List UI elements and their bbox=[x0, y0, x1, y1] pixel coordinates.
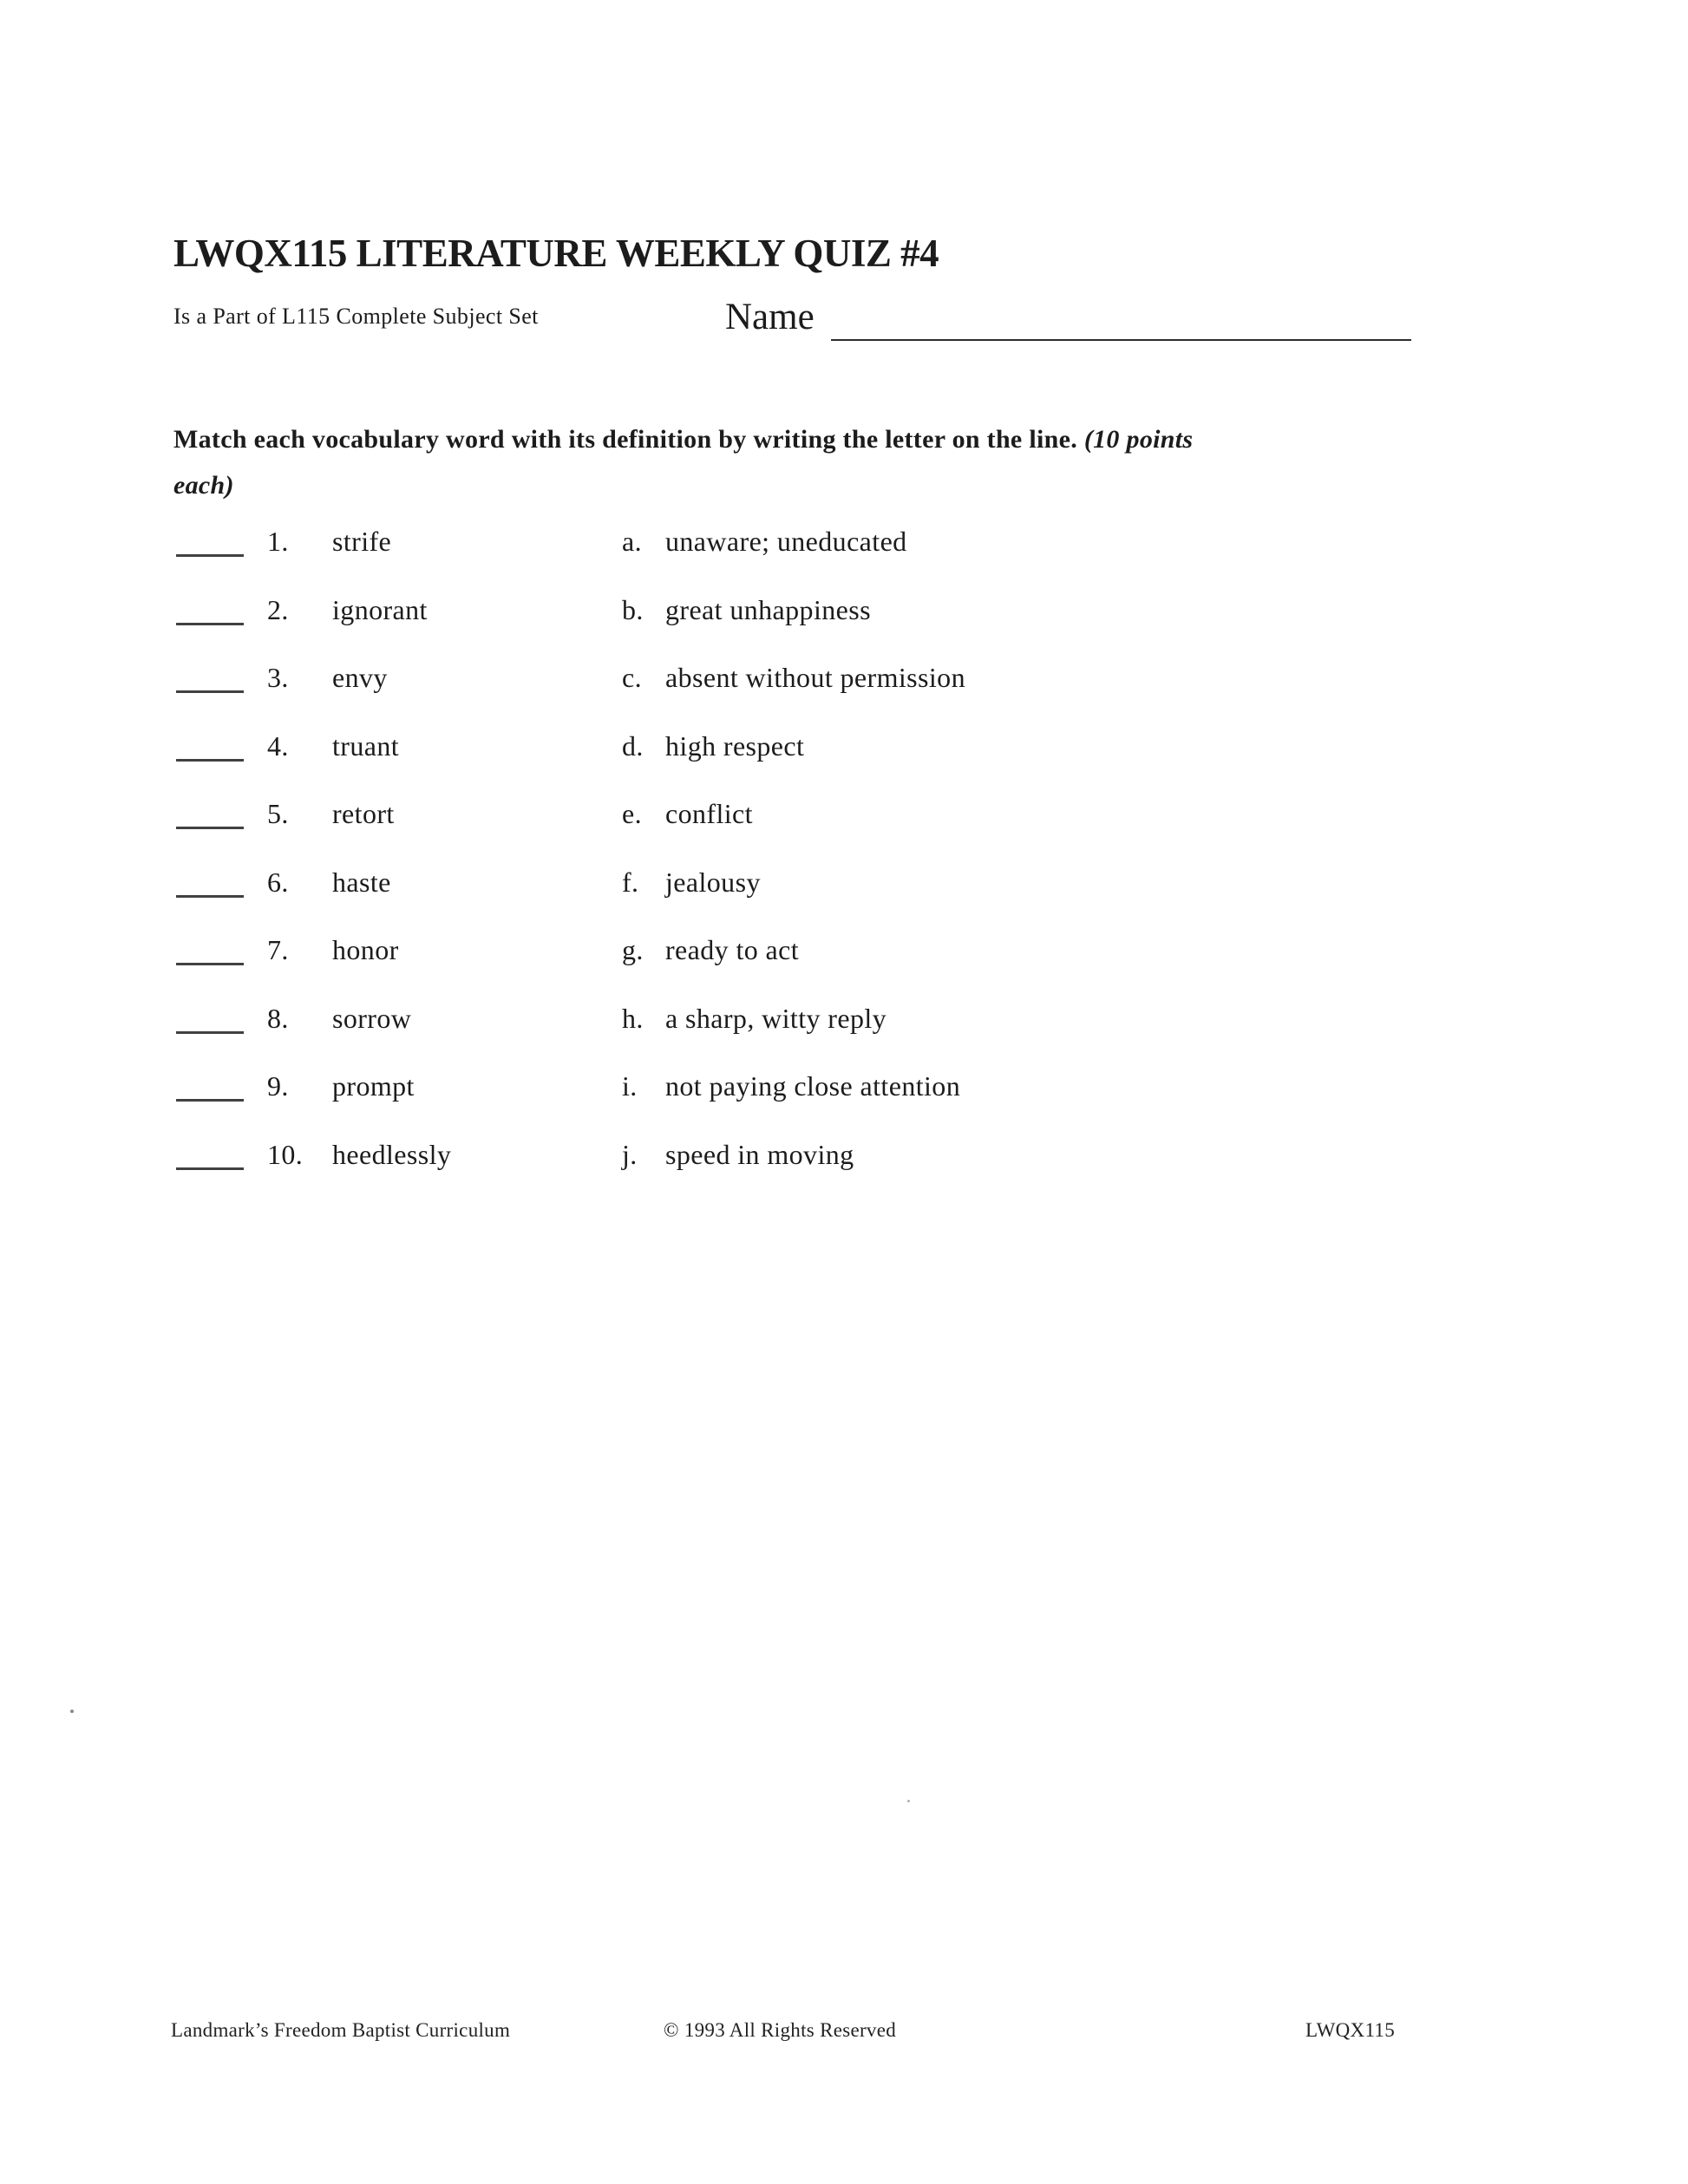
scan-speck bbox=[70, 1710, 74, 1713]
definition-letter-d: d. bbox=[622, 730, 644, 762]
match-row-9 bbox=[176, 1068, 1512, 1111]
answer-blank-1[interactable] bbox=[176, 554, 244, 557]
answer-blank-7[interactable] bbox=[176, 963, 244, 965]
word-number-5: 5. bbox=[267, 798, 289, 829]
definition-text-c: absent without permission bbox=[665, 662, 965, 693]
answer-blank-6[interactable] bbox=[176, 895, 244, 898]
definition-letter-e: e. bbox=[622, 798, 643, 829]
definition-text-a: unaware; uneducated bbox=[665, 526, 907, 557]
match-row-6 bbox=[176, 864, 1512, 907]
page-title: LWQX115 LITERATURE WEEKLY QUIZ #4 bbox=[173, 232, 939, 275]
scan-speck bbox=[907, 1800, 910, 1802]
vocab-word-7: honor bbox=[332, 934, 399, 965]
match-row-7 bbox=[176, 932, 1512, 975]
match-row-8 bbox=[176, 1000, 1512, 1043]
vocab-word-5: retort bbox=[332, 798, 395, 829]
match-row-4 bbox=[176, 728, 1512, 771]
definition-text-i: not paying close attention bbox=[665, 1070, 961, 1102]
answer-blank-5[interactable] bbox=[176, 827, 244, 829]
vocab-word-1: strife bbox=[332, 526, 392, 557]
word-number-2: 2. bbox=[267, 594, 289, 625]
word-number-1: 1. bbox=[267, 526, 289, 557]
definition-text-g: ready to act bbox=[665, 934, 800, 965]
definition-letter-i: i. bbox=[622, 1070, 638, 1102]
definition-text-d: high respect bbox=[665, 730, 805, 762]
vocab-word-6: haste bbox=[332, 866, 391, 898]
answer-blank-9[interactable] bbox=[176, 1099, 244, 1102]
footer-publisher: Landmark’s Freedom Baptist Curriculum bbox=[171, 2019, 511, 2041]
word-number-10: 10. bbox=[267, 1139, 304, 1170]
footer-code: LWQX115 bbox=[1305, 2019, 1396, 2041]
name-label: Name bbox=[725, 297, 815, 337]
instructions bbox=[173, 416, 1440, 508]
word-number-4: 4. bbox=[267, 730, 289, 762]
definition-text-h: a sharp, witty reply bbox=[665, 1003, 887, 1034]
vocab-word-3: envy bbox=[332, 662, 388, 693]
answer-blank-8[interactable] bbox=[176, 1031, 244, 1034]
instructions-main: Match each vocabulary word with its definition by writing the letter on the line. bbox=[173, 425, 1078, 454]
vocab-word-8: sorrow bbox=[332, 1003, 412, 1034]
word-number-9: 9. bbox=[267, 1070, 289, 1102]
definition-text-j: speed in moving bbox=[665, 1139, 854, 1170]
definition-text-f: jealousy bbox=[665, 866, 761, 898]
footer-copyright: © 1993 All Rights Reserved bbox=[664, 2019, 897, 2041]
match-row-3 bbox=[176, 659, 1512, 703]
word-number-7: 7. bbox=[267, 934, 289, 965]
vocab-word-4: truant bbox=[332, 730, 400, 762]
definition-text-b: great unhappiness bbox=[665, 594, 871, 625]
definition-letter-j: j. bbox=[622, 1139, 638, 1170]
definition-letter-b: b. bbox=[622, 594, 644, 625]
name-input-line[interactable] bbox=[831, 339, 1411, 341]
points-note-line2: each) bbox=[173, 471, 234, 500]
answer-blank-4[interactable] bbox=[176, 759, 244, 762]
definition-letter-a: a. bbox=[622, 526, 643, 557]
definition-letter-g: g. bbox=[622, 934, 644, 965]
definition-letter-c: c. bbox=[622, 662, 643, 693]
subtitle: Is a Part of L115 Complete Subject Set bbox=[173, 304, 539, 329]
match-row-1 bbox=[176, 523, 1512, 566]
answer-blank-2[interactable] bbox=[176, 623, 244, 625]
match-row-2 bbox=[176, 592, 1512, 635]
vocab-word-9: prompt bbox=[332, 1070, 415, 1102]
match-row-10 bbox=[176, 1136, 1512, 1180]
vocab-word-2: ignorant bbox=[332, 594, 428, 625]
definition-letter-h: h. bbox=[622, 1003, 644, 1034]
answer-blank-3[interactable] bbox=[176, 690, 244, 693]
definition-text-e: conflict bbox=[665, 798, 753, 829]
match-row-5 bbox=[176, 795, 1512, 839]
vocab-word-10: heedlessly bbox=[332, 1139, 452, 1170]
word-number-8: 8. bbox=[267, 1003, 289, 1034]
word-number-3: 3. bbox=[267, 662, 289, 693]
word-number-6: 6. bbox=[267, 866, 289, 898]
answer-blank-10[interactable] bbox=[176, 1167, 244, 1170]
points-note-line1: (10 points bbox=[1083, 425, 1194, 454]
definition-letter-f: f. bbox=[622, 866, 639, 898]
